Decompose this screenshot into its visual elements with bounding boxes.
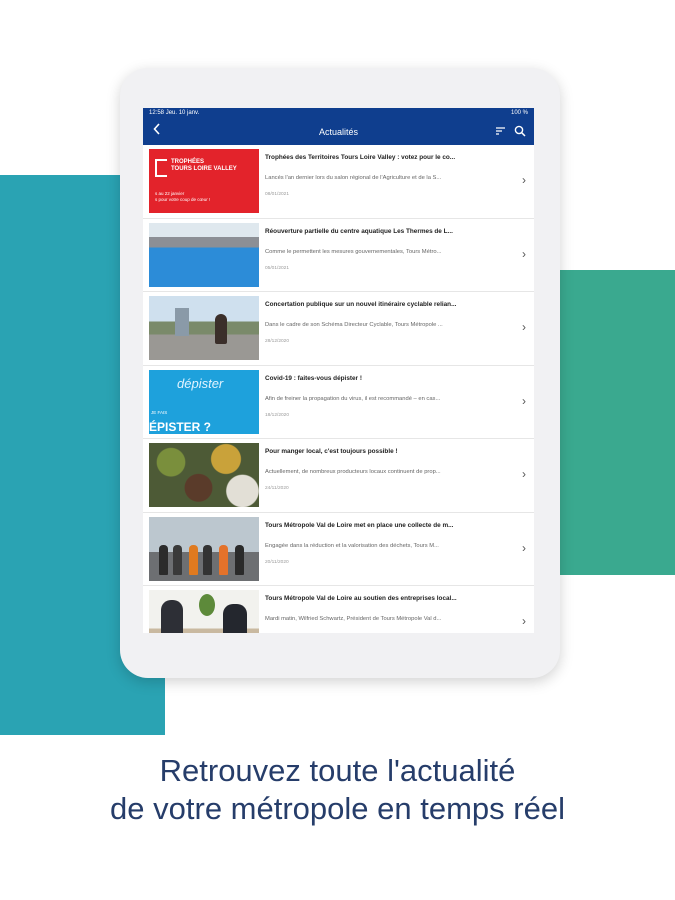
news-date: 05/01/2021: [265, 265, 290, 271]
chevron-right-icon: ›: [522, 614, 526, 628]
thumbnail-headline: ÉPISTER ?: [149, 419, 212, 434]
status-time: 12:58: [149, 110, 165, 116]
news-title: Covid-19 : faites-vous dépister !: [265, 374, 362, 382]
caption-line-1: Retrouvez toute l'actualité: [159, 753, 516, 788]
chevron-right-icon: ›: [522, 393, 526, 408]
news-date: 18/12/2020: [265, 412, 290, 418]
chevron-right-icon: ›: [522, 467, 526, 481]
thumbnail-text: TROPHÉES TOURS LOIRE VALLEY: [171, 159, 237, 172]
news-date: 28/12/2020: [265, 339, 290, 344]
nav-bar: [143, 119, 534, 145]
news-description: Dans le cadre de son Schéma Directeur Cyclable, Tours Métropole ...: [265, 322, 443, 328]
status-time-date: [149, 108, 199, 119]
news-description: Mardi matin, Wilfried Schwartz, Président de Tours Métropole Val d...: [265, 616, 442, 622]
person-shape: [235, 545, 244, 575]
promo-caption: [0, 752, 675, 828]
cyclist-shape: [215, 314, 227, 344]
person-shape: [159, 545, 168, 575]
person-shape: [161, 600, 183, 633]
thumbnail-text: dépister: [177, 375, 224, 391]
search-icon: [514, 125, 526, 137]
caption-line-2: de votre métropole en temps réel: [110, 791, 565, 826]
news-item-3[interactable]: [143, 292, 534, 366]
news-thumbnail: [149, 443, 259, 507]
status-bar: [143, 108, 534, 119]
person-shape: [219, 545, 228, 575]
news-description: Comme le permettent les mesures gouvernementales, Tours Métro...: [265, 248, 442, 255]
nav-actions: [495, 125, 526, 137]
news-title: Réouverture partielle du centre aquatique Les Thermes de L...: [265, 227, 453, 235]
news-title: Tours Métropole Val de Loire au soutien des entreprises local...: [265, 595, 457, 602]
plant-shape: [199, 594, 215, 616]
status-battery: 100 %: [510, 110, 528, 116]
sort-icon: [495, 126, 506, 136]
news-description: Engagée dans la réduction et la valorisation des déchets, Tours M...: [265, 542, 439, 549]
sort-button[interactable]: [495, 126, 506, 136]
news-item-4[interactable]: [143, 366, 534, 440]
news-title: Tours Métropole Val de Loire met en place une collecte de m...: [265, 521, 454, 529]
news-description: Lancés l'an dernier lors du salon régional de l'Agriculture et de la S...: [265, 175, 442, 181]
person-shape: [203, 545, 212, 575]
news-title: Concertation publique sur un nouvel itinéraire cyclable relian...: [265, 301, 457, 308]
status-date: Jeu. 10 janv.: [165, 110, 200, 116]
news-list: [143, 145, 534, 633]
news-item-1[interactable]: [143, 145, 534, 219]
person-shape: [223, 604, 247, 633]
trophies-logo-icon: [155, 159, 167, 177]
news-description: Actuellement, de nombreux producteurs locaux continuent de prop...: [265, 469, 441, 475]
news-thumbnail: [149, 370, 259, 434]
person-shape: [189, 545, 198, 575]
news-description: Afin de freiner la propagation du virus, il est recommandé – en cas...: [265, 395, 441, 402]
page-title: Actualités: [318, 127, 359, 137]
news-item-2[interactable]: [143, 219, 534, 293]
news-title: Pour manger local, c'est toujours possible !: [265, 448, 398, 455]
search-button[interactable]: [514, 125, 526, 137]
person-shape: [173, 545, 182, 575]
news-item-6[interactable]: [143, 513, 534, 587]
news-date: 24/11/2020: [265, 486, 289, 491]
chevron-right-icon: ›: [522, 246, 526, 261]
news-date: 08/01/2021: [265, 192, 290, 197]
chevron-right-icon: ›: [522, 320, 526, 334]
news-title: Trophées des Territoires Tours Loire Valley : votez pour le co...: [265, 154, 456, 161]
chevron-right-icon: ›: [522, 540, 526, 555]
thumbnail-subtext: s au 22 janvier s pour votre coup de cœur !: [155, 191, 211, 202]
news-thumbnail: [149, 517, 259, 581]
building-shape: [175, 308, 189, 336]
chevron-right-icon: ›: [522, 173, 526, 187]
thumbnail-subtext: JE FAIS: [151, 409, 168, 415]
news-item-5[interactable]: [143, 439, 534, 513]
news-thumbnail: [149, 149, 259, 213]
tablet-screen: [143, 108, 534, 633]
news-item-7[interactable]: [143, 586, 534, 633]
news-date: 20/11/2020: [265, 559, 289, 565]
news-thumbnail: [149, 296, 259, 360]
news-thumbnail: [149, 590, 259, 633]
news-thumbnail: [149, 223, 259, 287]
